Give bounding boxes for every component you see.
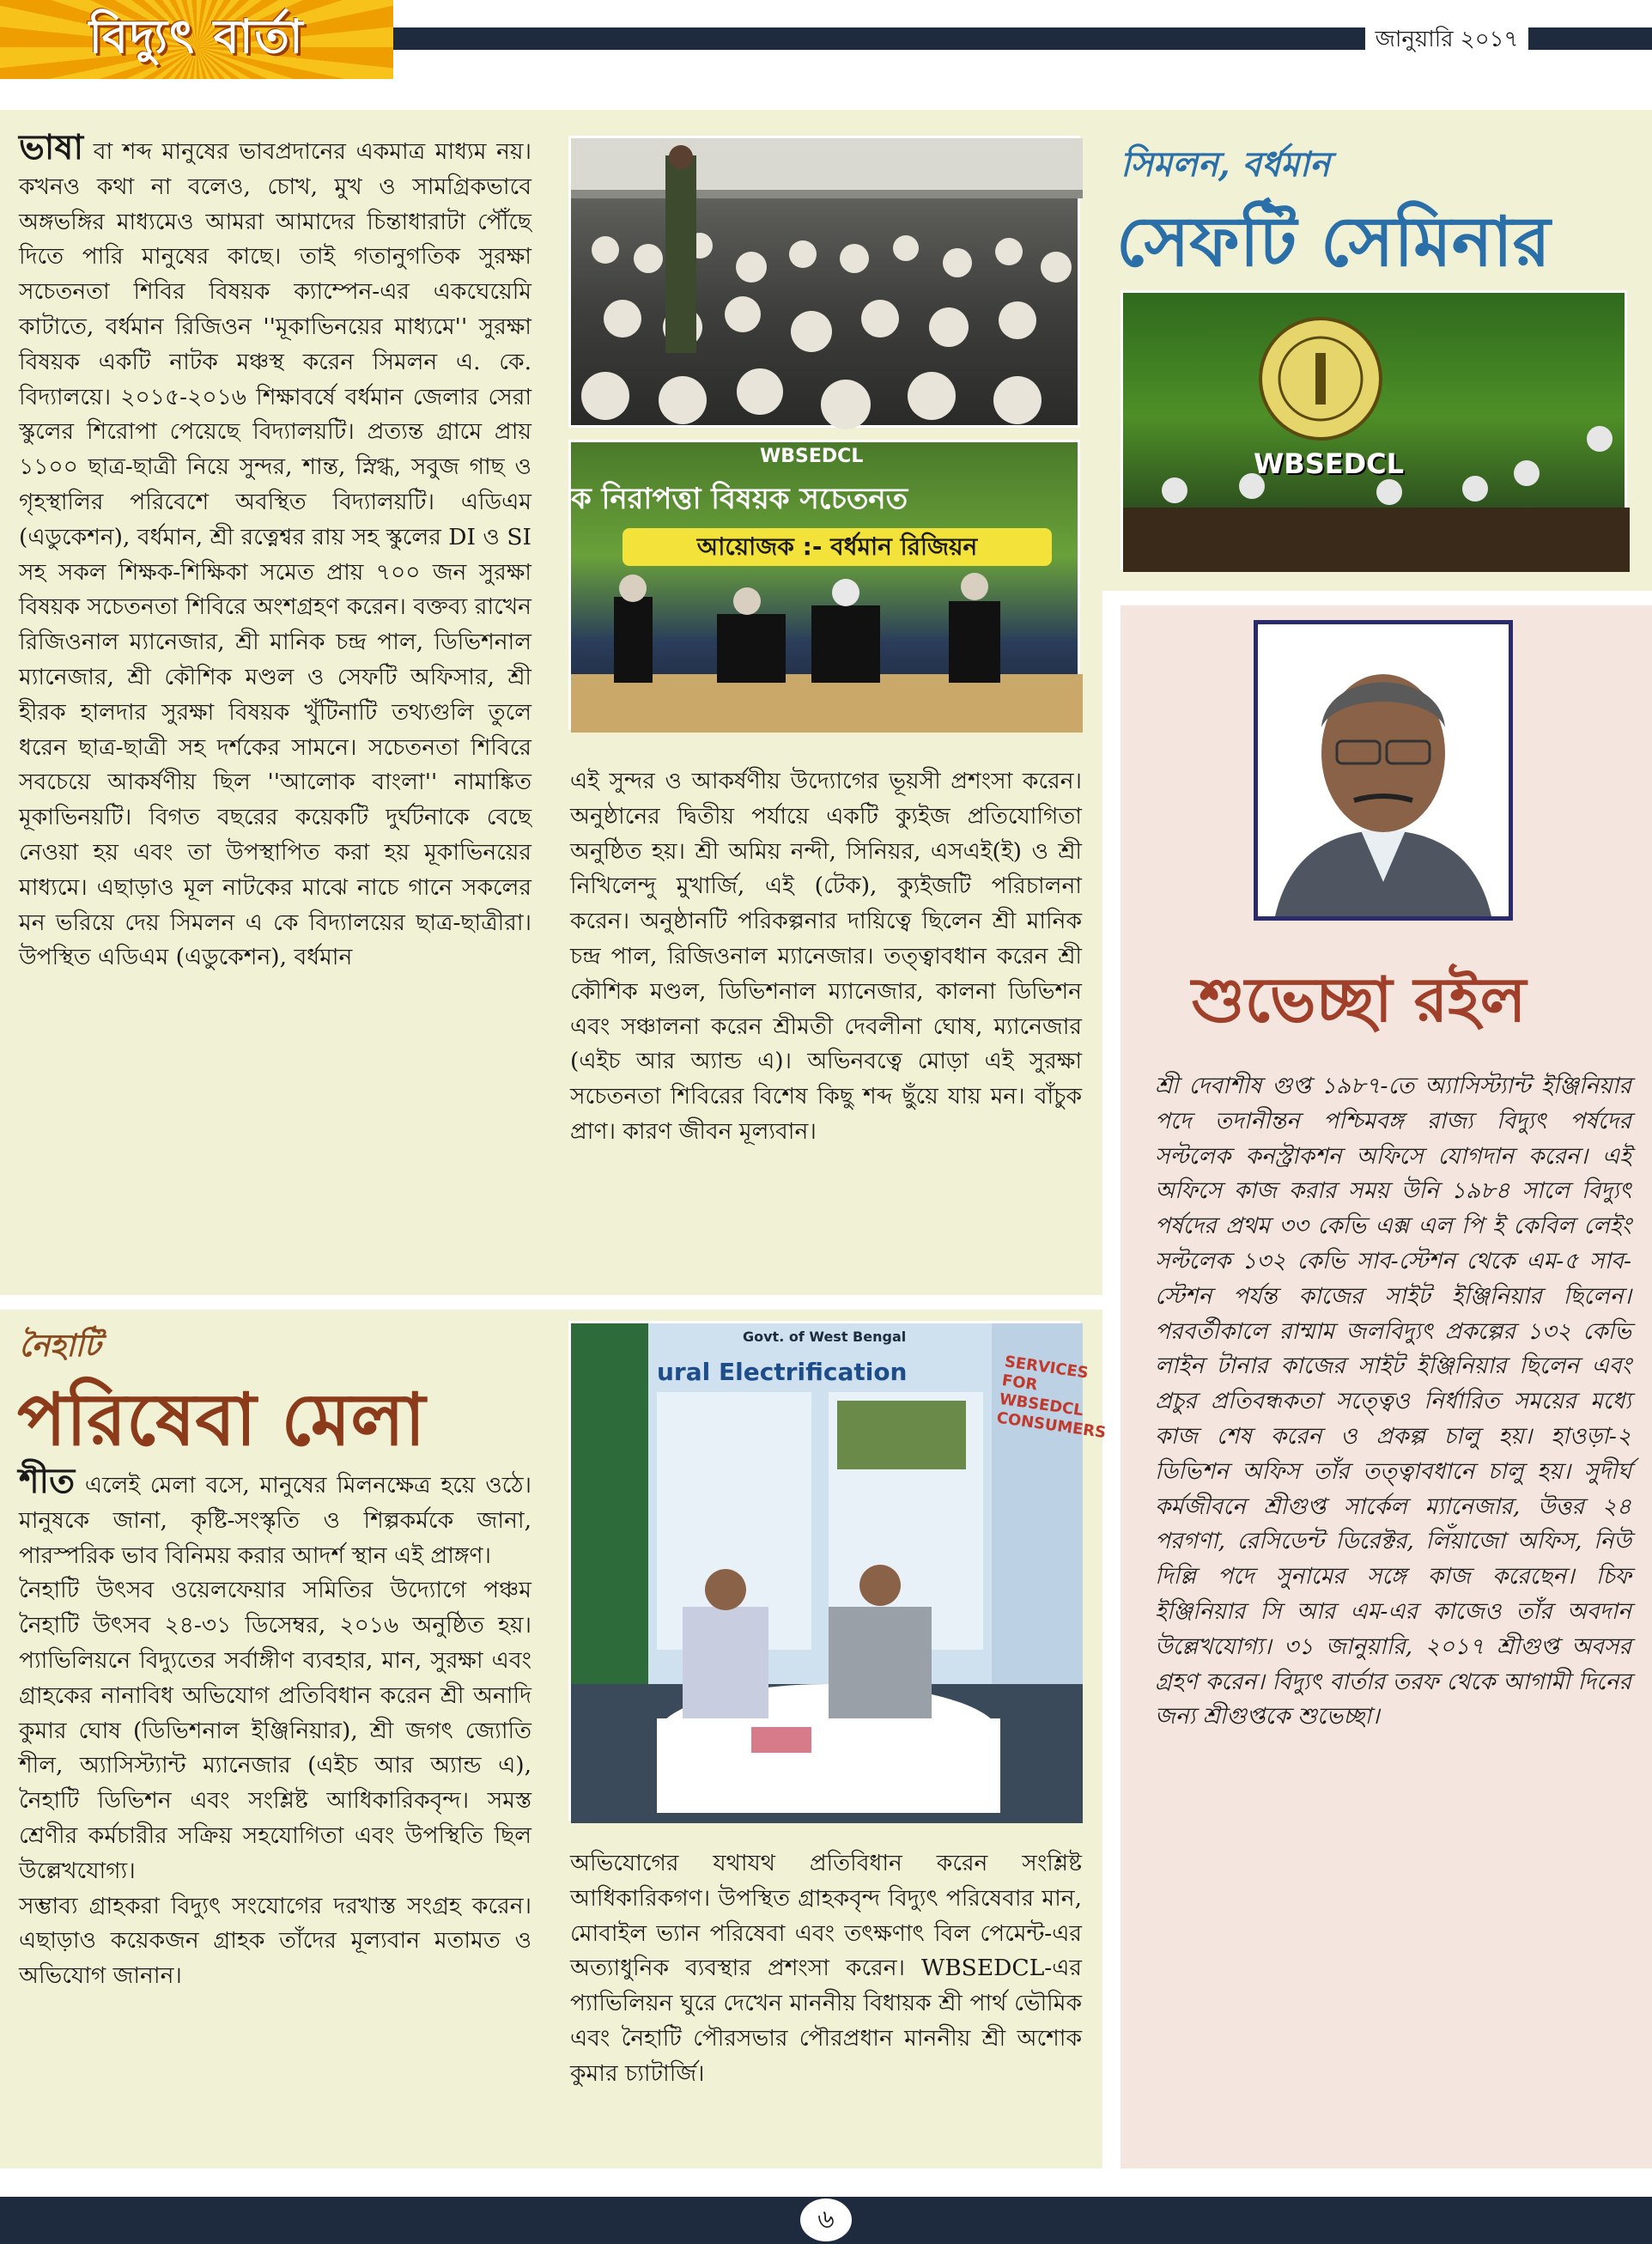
seminar-body-1: বা শব্দ মানুষের ভাবপ্রদানের একমাত্র মাধ্যম নয়। কখনও কথা না বলেও, চোখ, মুখ ও সামগ্রিকভাবে অঙ্গভঙ্গির মাধ্যমেও আমরা আমাদের চিন্তাধারাটা পৌঁছে দিতে পারি মানুষের কাছে। তাই গতানুগতিক সুরক্ষা সচেতনতা শিবির বিষয়ক ক্যাম্পেন-এর একঘেয়েমি কাটাতে, বর্ধমান রিজিওন ''মূকাভিনয়ের মাধ্যমে'' সুরক্ষা বিষয়ক একটি নাটক মঞ্চস্থ করেন সিমলন এ. কে. বিদ্যালয়ে। ২০১৫-২০১৬ শিক্ষাবর্ষে বর্ধমান জেলার সেরা স্কুলের শিরোপা পেয়েছে বিদ্যালয়টি। প্রত্যন্ত গ্রামে প্রায় ১১০০ ছাত্র-ছাত্রী নিয়ে সুন্দর, শান্ত, স্নিগ্ধ, সবুজ গাছ ও গৃহস্থালির পরিবেশে অবস্থিত বিদ্যালয়টি। এডিএম (এডুকেশন), বর্ধমান, শ্রী রত্নেশ্বর রায় সহ স্কুলের DI ও SI সহ সকল শিক্ষক-শিক্ষিকা সমেত প্রায় ৭০০ জন সুরক্ষা বিষয়ক সচেতনতা শিবিরে অংশগ্রহণ করেন। বক্তব্য রাখেন রিজিওনাল ম্যানেজার, শ্রী মানিক চন্দ্র পাল, ডিভিশনাল ম্যানেজার, শ্রী কৌশিক মণ্ডল ও সেফটি অফিসার, শ্রী হীরক হালদার সুরক্ষা বিষয়ক খুঁটিনাটি তথ্যগুলি তুলে ধরেন ছাত্র-ছাত্রী সহ দর্শকের সামনে। সচেতনতা শিবিরে সবচেয়ে আকর্ষণীয় ছিল ''আলোক বাংলা'' নামাঙ্কিত মূকাভিনয়টি। বিগত বছরের কয়েকটি দুর্ঘটনাকে বেছে নেওয়া হয় এবং তা উপস্থাপিত করা হয় মূকাভিনয়ের মাধ্যমে। এছাড়াও মূল নাটকের মাঝে নাচে গানে সকলের মন ভরিয়ে দেয় সিমলন এ কে বিদ্যালয়ের ছাত্র-ছাত্রীরা। উপস্থিত এডিএম (এডুকেশন), বর্ধমান: [19, 138, 531, 971]
issue-date: জানুয়ারি ২০১৭: [1365, 26, 1528, 53]
portrait-art: [1258, 624, 1509, 916]
fair-dropcap: শীত: [19, 1461, 76, 1501]
stage-organizer-banner: আয়োজক :- বর্ধমান রিজিয়ন: [623, 528, 1052, 566]
farewell-title: শুভেচ্ছা রইল: [1192, 963, 1527, 1036]
poster-header: Govt. of West Bengal: [743, 1329, 907, 1345]
seminar-column-1: [19, 127, 531, 1281]
seminar-dropcap: ভাষা: [19, 127, 84, 167]
stage-banner-text: ক নিরাপত্তা বিষয়ক সচেতনত: [571, 482, 908, 516]
stage-performers: [571, 442, 1083, 733]
wbsedcl-stage-photo: [1121, 290, 1627, 569]
fair-body-1: এলেই মেলা বসে, মানুষের মিলনক্ষেত্র হয়ে ওঠে। মানুষকে জানা, কৃষ্টি-সংস্কৃতি ও শিল্পকর্মকে জানা, পারস্পরিক ভাব বিনিময় করার আদর্শ স্থান এই প্রাঙ্গণ। নৈহাটি উৎসব ওয়েলফেয়ার সমিতির উদ্যোগে পঞ্চম নৈহাটি উৎসব ২৪-৩১ ডিসেম্বর, ২০১৬ অনুষ্ঠিত হয়। প্যাভিলিয়নে বিদ্যুতের সর্বাঙ্গীণ ব্যবহার, মান, সুরক্ষা এবং গ্রাহকের নানাবিধ অভিযোগ প্রতিবিধান করেন শ্রী অনাদি কুমার ঘোষ (ডিভিশনাল ইঞ্জিনিয়ার), শ্রী জগৎ জ্যোতি শীল, অ্যাসিস্ট্যান্ট ম্যানেজার (এইচ আর অ্যান্ড এ), নৈহাটি ডিভিশন এবং সংশ্লিষ্ট আধিকারিকবৃন্দ। সমস্ত শ্রেণীর কর্মচারীর সক্রিয় সহযোগিতা এবং উপস্থিতি ছিল উল্লেখযোগ্য। সম্ভাব্য গ্রাহকরা বিদ্যুৎ সংযোগের দরখাস্ত সংগ্রহ করেন। এছাড়াও কয়েকজন গ্রাহক তাঁদের মূল্যবান মতামত ও অভিযোগ জানান।: [19, 1472, 531, 1990]
poster-title: ural Electrification: [657, 1358, 908, 1386]
fair-location: নৈহাটি: [19, 1328, 101, 1364]
poster-side-text: SERVICES FOR WBSEDCL CONSUMERS: [995, 1353, 1108, 1443]
pavilion-photo: [568, 1321, 1108, 1821]
masthead-title: বিদ্যুৎ বার্তা: [88, 9, 305, 64]
audience-photo-art: [571, 138, 1083, 430]
seminar-column-2: এই সুন্দর ও আকর্ষণীয় উদ্যোগের ভূয়সী প্রশংসা করেন। অনুষ্ঠানের দ্বিতীয় পর্যায়ে একটি ক্যুইজ প্রতিযোগিতা অনুষ্ঠিত হয়। শ্রী অমিয় নন্দী, সিনিয়র, এসএই(ই) ও শ্রী নিখিলেন্দু মুখার্জি, এই (টেক), ক্যুইজটি পরিচালনা করেন। অনুষ্ঠানটি পরিকল্পনার দায়িত্বে ছিলেন শ্রী মানিক চন্দ্র পাল, রিজিওনাল ম্যানেজার। তত্ত্বাবধান করেন শ্রী কৌশিক মণ্ডল, ডিভিশনাল ম্যানেজার, কালনা ডিভিশন এবং সঞ্চালনা করেন শ্রীমতী দেবলীনা ঘোষ, ম্যানেজার (এইচ আর অ্যান্ড এ)। অভিনবত্বে মোড়া এই সুরক্ষা সচেতনতা শিবিরের বিশেষ কিছু শব্দ ছুঁয়ে যায় মন। বাঁচুক প্রাণ। কারণ জীবন মূল্যবান।: [570, 768, 1082, 1145]
wbsedcl-stage-art: [1123, 293, 1630, 572]
audience-photo: [568, 136, 1080, 428]
seminar-title: সেফটি সেমিনার: [1116, 201, 1551, 282]
wbsedcl-stage-logo-text: WBSEDCL: [1254, 447, 1405, 480]
masthead-logo: [0, 0, 393, 79]
seminar-location: সিমলন, বর্ধমান: [1121, 144, 1330, 185]
farewell-body: শ্রী দেবাশীষ গুপ্ত ১৯৮৭-তে অ্যাসিস্ট্যান্ট ইঞ্জিনিয়ার পদে তদানীন্তন পশ্চিমবঙ্গ রাজ্য বিদ্যুৎ পর্ষদের সল্টলেক কনস্ট্রাকশন অফিসে যোগদান করেন। এই অফিসে কাজ করার সময় উনি ১৯৮৪ সালে বিদ্যুৎ পর্ষদের প্রথম ৩৩ কেভি এক্স এল পি ই কেবিল লেইং সল্টলেক ১৩২ কেভি সাব-স্টেশন থেকে এম-৫ সাব-স্টেশন পর্যন্ত কাজের সাইট ইঞ্জিনিয়ার ছিলেন। পরবর্তীকালে রাম্মাম জলবিদ্যুৎ প্রকল্পের ১৩২ কেভি লাইন টানার কাজের সাইট ইঞ্জিনিয়ার ছিলেন এবং প্রচুর প্রতিবন্ধকতা সত্ত্বেও নির্ধারিত সময়ের মধ্যে কাজ শেষ করেন ও প্রকল্প চালু হয়। হাওড়া-২ ডিভিশন অফিস তাঁর তত্ত্বাবধানে চালু হয়। সুদীর্ঘ কর্মজীবনে শ্রীগুপ্ত সার্কেল ম্যানেজার, উত্তর ২৪ পরগণা, রেসিডেন্ট ডিরেক্টর, লিঁয়াজো অফিস, নিউ দিল্লি পদে সুনামের সঙ্গে কাজ করেছেন। চিফ ইঞ্জিনিয়ার সি আর এম-এর কাজেও তাঁর অবদান উল্লেখযোগ্য। ৩১ জানুয়ারি, ২০১৭ শ্রীগুপ্ত অবসর গ্রহণ করেন। বিদ্যুৎ বার্তার তরফ থেকে আগামী দিনের জন্য শ্রীগুপ্তকে শুভেচ্ছা।: [1155, 1073, 1631, 1730]
fair-column-2: অভিযোগের যথাযথ প্রতিবিধান করেন সংশ্লিষ্ট আধিকারিকগণ। উপস্থিত গ্রাহকবৃন্দ বিদ্যুৎ পরিষেবার মান, মোবাইল ভ্যান পরিষেবা এবং তৎক্ষণাৎ বিল পেমেন্ট-এর অত্যাধুনিক ব্যবস্থার প্রশংসা করেন। WBSEDCL-এর প্যাভিলিয়ন ঘুরে দেখেন মাননীয় বিধায়ক শ্রী পার্থ ভৌমিক এবং নৈহাটি পৌরসভার পৌরপ্রধান মাননীয় শ্রী অশোক কুমার চ্যাটার্জি।: [570, 1850, 1082, 2087]
fair-column-1: [19, 1461, 531, 2160]
page-number: ৬: [800, 2198, 852, 2241]
stage-logo-text: WBSEDCL: [760, 446, 864, 467]
portrait-photo: [1254, 620, 1513, 921]
stage-photo: [568, 440, 1080, 730]
fair-title: পরিষেবা মেলা: [17, 1377, 426, 1462]
